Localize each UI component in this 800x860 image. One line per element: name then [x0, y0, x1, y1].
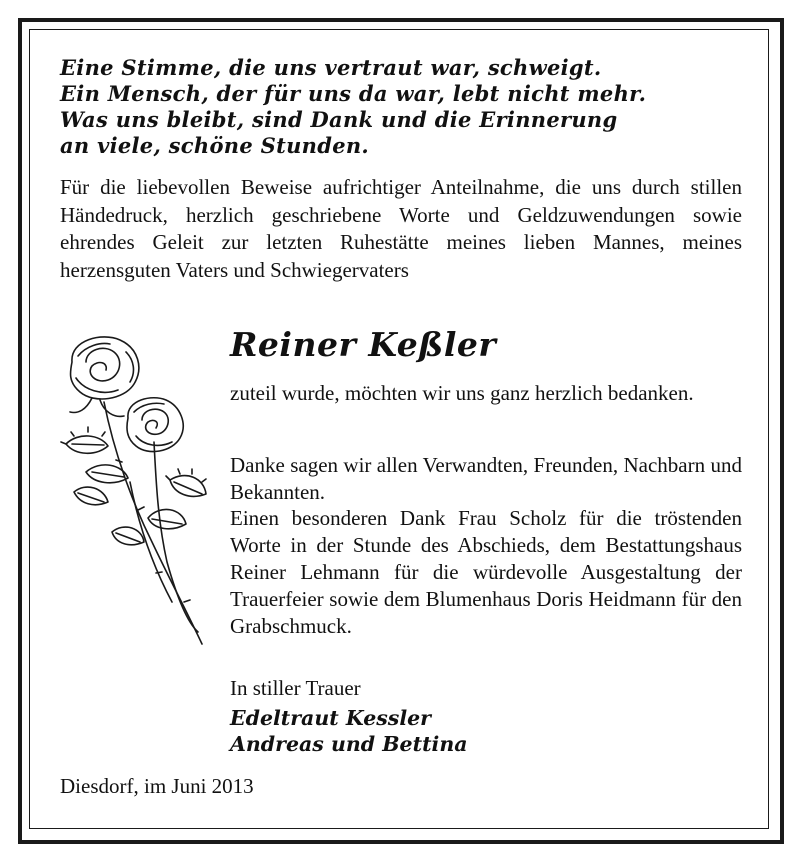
signers: [230, 705, 468, 757]
roses-illustration-icon: [52, 332, 222, 650]
motto-line: Eine Stimme, die uns vertraut war, schweigt.: [60, 55, 602, 80]
special-thanks-paragraph: Einen besonderen Dank Frau Scholz für die tröstenden Worte in der Stunde des Abschieds, dem Bestattungshaus Reiner Lehmann für die würdevolle Ausgestaltung der Trauerfeier sowie dem Blumenhaus Doris Heidmann für den Grabschmuck.: [230, 506, 742, 638]
motto-line: Ein Mensch, der für uns da war, lebt nicht mehr.: [60, 81, 647, 106]
closing-line: In stiller Trauer: [230, 676, 361, 700]
motto-line: Was uns bleibt, sind Dank und die Erinnerung: [60, 107, 618, 132]
thanks-paragraph: zuteil wurde, möchten wir uns ganz herzlich bedanken.: [230, 381, 694, 405]
motto-verse: [60, 55, 760, 159]
signer-name: Andreas und Bettina: [230, 732, 468, 756]
place-date: Diesdorf, im Juni 2013: [60, 774, 254, 798]
deceased-name: Reiner Keßler: [230, 325, 497, 364]
relatives-thanks-paragraph: Danke sagen wir allen Verwandten, Freunden, Nachbarn und Bekannten.: [230, 453, 742, 504]
signer-name: Edeltraut Kessler: [230, 706, 431, 730]
motto-line: an viele, schöne Stunden.: [60, 133, 370, 158]
intro-paragraph: Für die liebevollen Beweise aufrichtiger Anteilnahme, die uns durch stillen Händedruck, herzlich geschriebene Worte und Geldzuwendungen sowie ehrendes Geleit zur letzten Ruhestätte meines lieben Mannes, meines herzensguten Vaters und Schwiegervaters: [60, 175, 742, 282]
